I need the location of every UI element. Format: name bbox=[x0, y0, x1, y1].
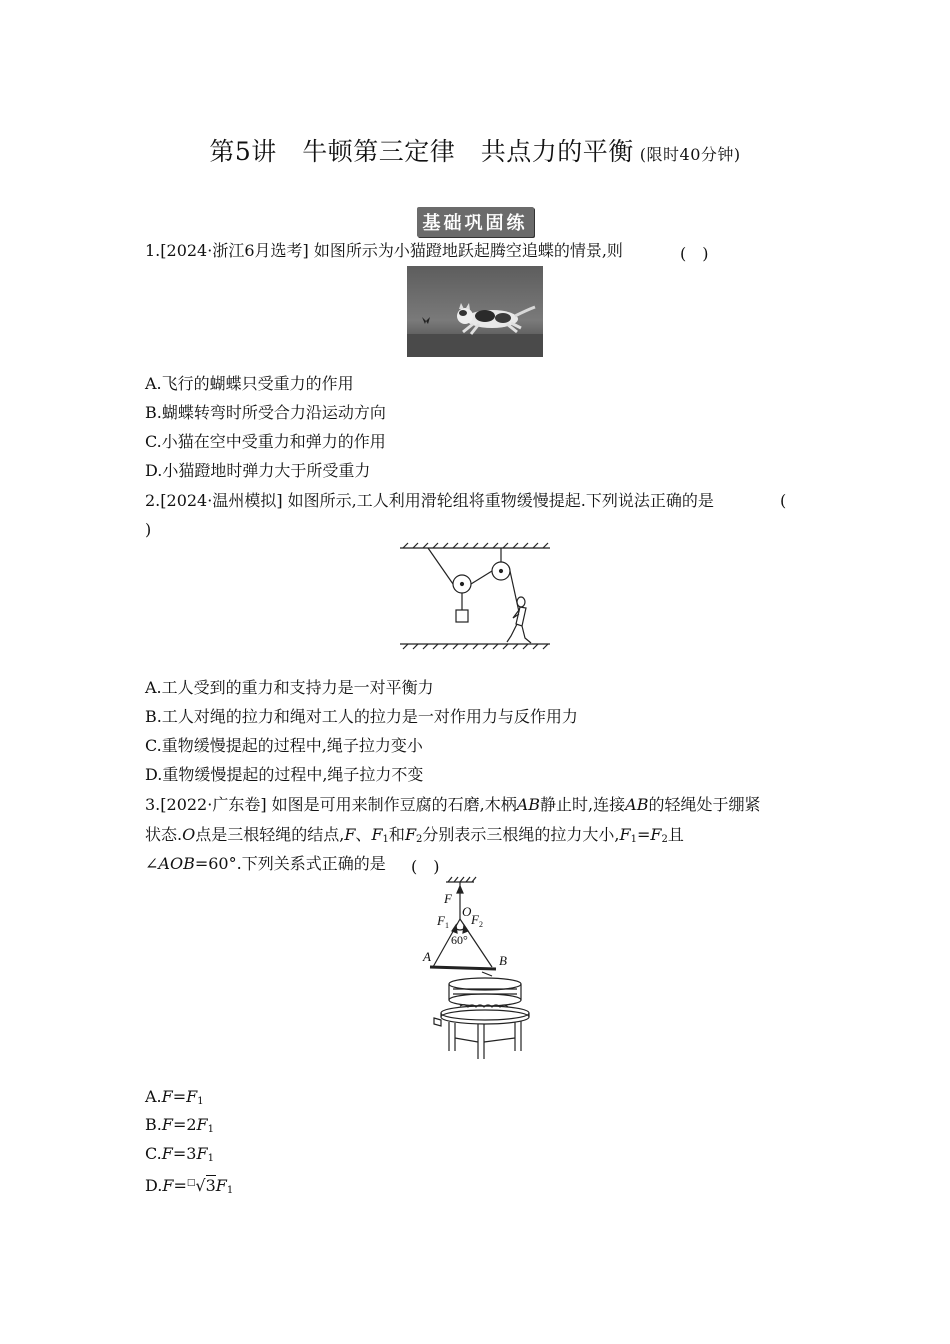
cat-jumping-photo bbox=[407, 266, 543, 357]
q3-stem-line3: ∠AOB=60°.下列关系式正确的是 bbox=[145, 854, 386, 873]
label-f1-sub: 1 bbox=[445, 921, 449, 930]
worker-figure bbox=[507, 597, 531, 643]
q3-option-b: $B.F=2F_1$ bbox=[145, 1115, 215, 1135]
stone-mill-diagram bbox=[420, 876, 530, 1064]
label-angle: 60° bbox=[451, 933, 468, 947]
label-f1: F bbox=[437, 913, 445, 928]
ground-hatch bbox=[403, 644, 548, 649]
q2-option-b: B.工人对绳的拉力和绳对工人的拉力是一对作用力与反作用力 bbox=[145, 707, 578, 726]
section-badge: 基础巩固练 bbox=[417, 207, 534, 237]
label-a: A bbox=[423, 949, 431, 964]
q2-option-d: D.重物缓慢提起的过程中,绳子拉力不变 bbox=[145, 765, 424, 784]
ceiling-hatch bbox=[403, 543, 548, 548]
q3-option-a: $A.F=F_1$ bbox=[145, 1087, 204, 1107]
section-badge-wrap bbox=[0, 207, 950, 237]
title-main: 第5讲 牛顿第三定律 共点力的平衡 bbox=[209, 137, 634, 166]
q1-answer-paren: ( ) bbox=[680, 244, 709, 263]
q2-stem: 2.[2024·温州模拟] 如图所示,工人利用滑轮组将重物缓慢提起.下列说法正确的是 bbox=[145, 491, 714, 510]
q2-answer-paren-close: ) bbox=[145, 520, 152, 539]
page-title bbox=[0, 132, 950, 168]
q3-stem-line1: 3.[2022·广东卷] 如图是可用来制作豆腐的石磨,木柄AB静止时,连接AB的轻绳处于绷紧 bbox=[145, 795, 761, 814]
sqrt-sign: √ bbox=[195, 1176, 206, 1195]
q1-option-a: A.飞行的蝴蝶只受重力的作用 bbox=[145, 374, 354, 393]
label-f: F bbox=[444, 891, 452, 906]
connector bbox=[482, 972, 492, 976]
photo-grass bbox=[407, 334, 543, 357]
rope-middle bbox=[471, 571, 492, 584]
pulley-diagram bbox=[395, 540, 555, 652]
rope-right bbox=[510, 571, 519, 612]
label-o: O bbox=[462, 904, 472, 919]
q2-answer-paren-open: ( bbox=[780, 491, 787, 510]
q1-option-d: D.小猫蹬地时弹力大于所受重力 bbox=[145, 461, 371, 480]
mill-stand bbox=[449, 1021, 521, 1059]
arrow-f bbox=[457, 886, 463, 893]
mill-body bbox=[434, 978, 529, 1026]
q3-answer-paren: ( ) bbox=[411, 857, 440, 876]
title-sub: (限时40分钟) bbox=[639, 145, 741, 164]
label-f2-sub: 2 bbox=[479, 920, 483, 929]
ceiling-hatch bbox=[448, 877, 476, 882]
q3-stem-line2: 状态.O点是三根轻绳的结点,F、$F_1$和$F_2$分别表示三根绳的拉力大小$,F_1=F_2$且 bbox=[145, 825, 684, 845]
q2-option-a: A.工人受到的重力和支持力是一对平衡力 bbox=[145, 678, 434, 697]
q1-option-b: B.蝴蝶转弯时所受合力沿运动方向 bbox=[145, 403, 386, 422]
q3-option-d: $D.F=^□√3F_1$ bbox=[145, 1176, 234, 1196]
label-b: B bbox=[499, 953, 507, 968]
handle-ab bbox=[430, 967, 496, 969]
weight-block bbox=[456, 610, 468, 622]
q2-option-c: C.重物缓慢提起的过程中,绳子拉力变小 bbox=[145, 736, 423, 755]
q3-option-c: $C.F=3F_1$ bbox=[145, 1144, 214, 1164]
label-f2: F bbox=[471, 912, 479, 927]
q1-option-c: C.小猫在空中受重力和弹力的作用 bbox=[145, 432, 386, 451]
rope-left bbox=[428, 548, 453, 584]
q1-stem: 1.[2024·浙江6月选考] 如图所示为小猫蹬地跃起腾空追蝶的情景,则 bbox=[145, 241, 623, 260]
root-index-placeholder: □ bbox=[186, 1178, 196, 1188]
